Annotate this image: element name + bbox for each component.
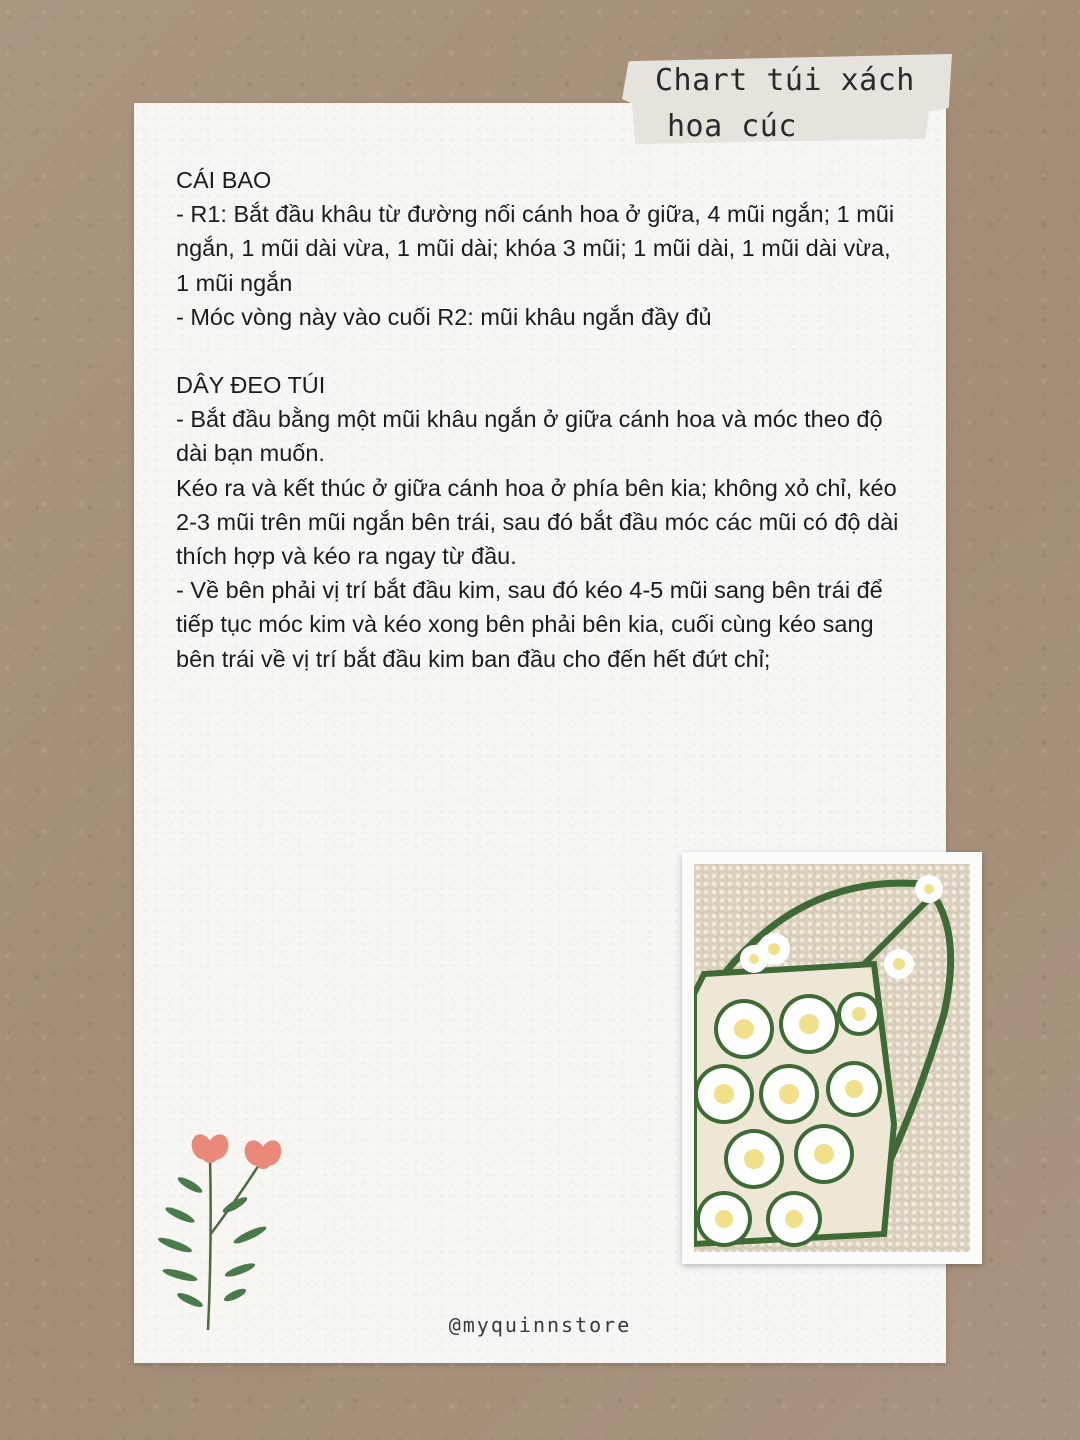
daisy-bag-image xyxy=(694,864,970,1252)
flower-decoration-icon xyxy=(140,1125,290,1335)
bag-step-r2: - Móc vòng này vào cuối R2: mũi khâu ngắn đầy đủ xyxy=(176,303,712,330)
section-heading-strap: DÂY ĐEO TÚI xyxy=(176,372,326,399)
strap-step-2: Kéo ra và kết thúc ở giữa cánh hoa ở phía bên kia; không xỏ chỉ, kéo 2-3 mũi trên mũi ngắn bên trái, sau đó bắt đầu móc các mũi có độ dài thích hợp và kéo ra ngay từ đầu. xyxy=(176,474,899,570)
bag-step-r1: - R1: Bắt đầu khâu từ đường nối cánh hoa ở giữa, 4 mũi ngắn; 1 mũi ngắn, 1 mũi dài vừa, 1 mũi dài; khóa 3 mũi; 1 mũi dài, 1 mũi dài vừa, 1 mũi ngắn xyxy=(176,201,895,296)
crocheted-bag-photo xyxy=(694,864,970,1252)
strap-step-3: - Về bên phải vị trí bắt đầu kim, sau đó kéo 4-5 mũi sang bên trái để tiếp tục móc kim và kéo xong bên phải bên kia, cuối cùng kéo sang bên trái về vị trí bắt đầu kim ban đầu cho đến hết đứt chỉ; xyxy=(176,577,883,672)
page-title xyxy=(655,58,945,150)
section-heading-bag: CÁI BAO xyxy=(176,167,272,193)
photo-frame xyxy=(682,852,982,1264)
title-line-2: hoa cúc xyxy=(667,109,797,144)
store-handle: @myquinnstore xyxy=(448,1313,632,1337)
title-line-1: Chart túi xách xyxy=(655,63,915,98)
strap-step-1: - Bắt đầu bằng một mũi khâu ngắn ở giữa cánh hoa và móc theo độ dài bạn muốn. xyxy=(176,406,883,467)
instructions-text xyxy=(176,163,906,676)
